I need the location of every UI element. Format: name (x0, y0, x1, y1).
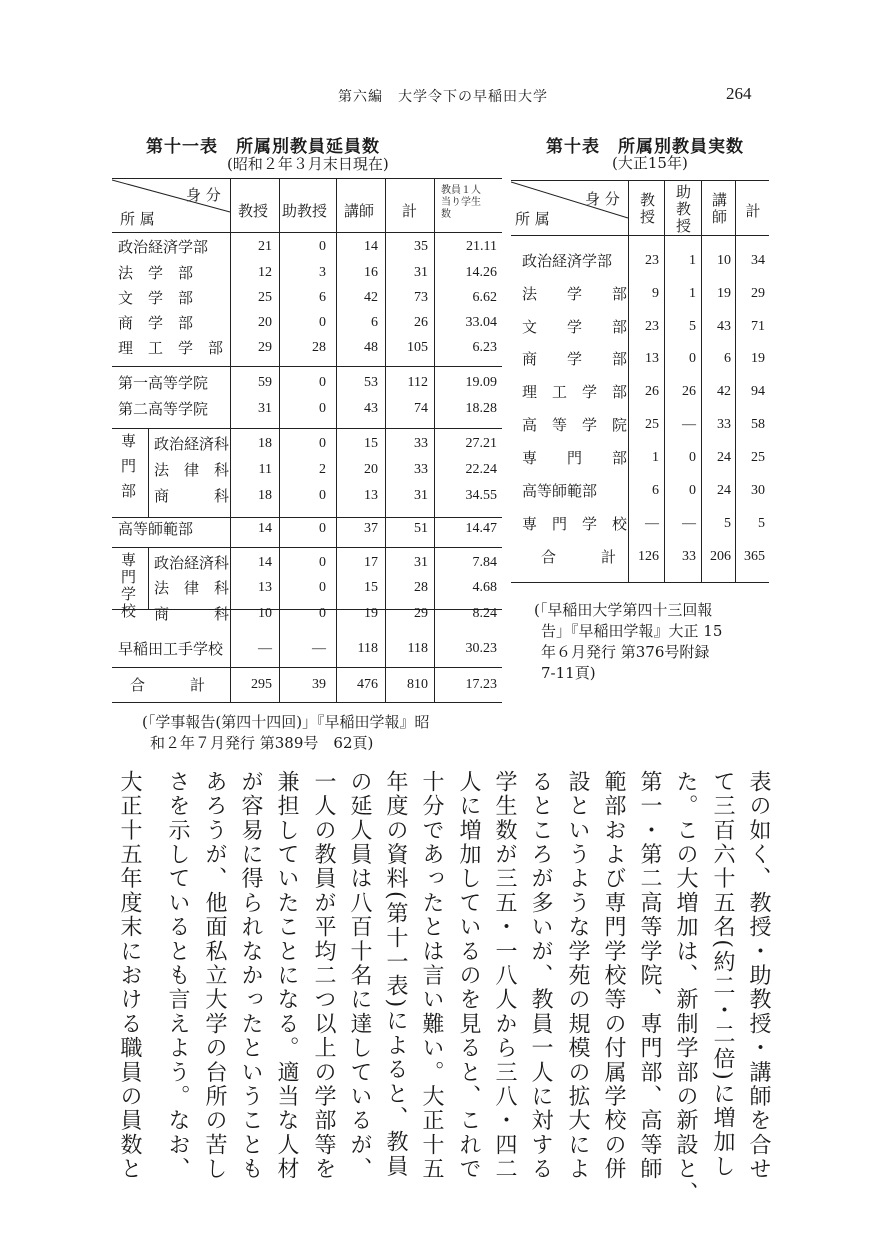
cell-value: 118 (407, 641, 428, 656)
table11 (112, 178, 502, 703)
cell-value: 6 (319, 290, 326, 305)
col-header: 講師 (710, 192, 728, 226)
cell-value: 34 (751, 253, 765, 268)
cell-value: 295 (251, 677, 272, 692)
table10-subtitle: (大正15年) (612, 154, 688, 172)
cell-value: 31 (258, 401, 272, 416)
row-label: 政治経済科 (154, 554, 230, 572)
page-number: 264 (726, 84, 752, 103)
cell-value: 23 (645, 319, 659, 334)
body-text-column: 表の如く、教授・助教授・講師を合せ (746, 770, 771, 1182)
cell-value: 25 (645, 417, 659, 432)
cell-value: 94 (751, 384, 765, 399)
corner-bottom-label: 所 属 (120, 210, 155, 228)
cell-value: 6 (652, 483, 659, 498)
col-header: 助教授 (674, 184, 692, 235)
table10-source-line: 7-11頁) (541, 664, 596, 682)
body-text-column: 範部および専門学校等の付属学校の併 (601, 770, 626, 1182)
cell-value: 118 (357, 641, 378, 656)
cell-value: — (682, 417, 696, 432)
cell-value: 33.04 (465, 315, 497, 330)
row-label: 法 学 部 (118, 264, 194, 282)
col-header: 助教授 (282, 202, 328, 220)
table10-source-line: (「早稲田大学第四十三回報 (534, 601, 713, 619)
cell-value: 25 (258, 290, 272, 305)
body-text-column: 学生数が三五・一八人から三八・四二 (492, 770, 517, 1182)
body-text-column: 一人の教員が平均二つ以上の学部等を (311, 770, 336, 1182)
cell-value: 18.28 (465, 401, 497, 416)
cell-value: 33 (717, 417, 731, 432)
cell-value: 365 (744, 549, 765, 564)
cell-value: 476 (357, 677, 378, 692)
cell-value: 15 (364, 436, 378, 451)
cell-value: 0 (319, 606, 326, 621)
table11-source-line: 和２年７月発行 第389号 62頁) (150, 734, 374, 752)
cell-value: 59 (258, 375, 272, 390)
body-text-column: 大正十五年度末における職員の員数と (117, 770, 142, 1182)
body-text-column: 設というような学苑の規模の拡大によ (565, 770, 590, 1182)
row-label: 第二高等学院 (118, 400, 209, 418)
row-label: 理 工 学 部 (118, 339, 224, 357)
cell-value: 26 (682, 384, 696, 399)
cell-value: 48 (364, 340, 378, 355)
cell-value: 11 (258, 462, 272, 477)
table10-title: 第十表 所属別教員実数 (546, 137, 744, 157)
cell-value: 5 (758, 516, 765, 531)
corner-top-label: 身 分 (585, 190, 620, 208)
cell-value: 26 (645, 384, 659, 399)
cell-value: 17 (364, 555, 378, 570)
row-label: 高等師範部 (522, 482, 598, 500)
cell-value: 0 (319, 315, 326, 330)
body-text-column: さを示しているとも言えよう。なお、 (165, 770, 190, 1182)
row-label: 合 計 (541, 548, 617, 566)
table10 (511, 180, 769, 583)
cell-value: 58 (751, 417, 765, 432)
cell-value: 7.84 (472, 555, 497, 570)
cell-value: 27.21 (465, 436, 497, 451)
cell-value: 23 (645, 253, 659, 268)
cell-value: 19 (751, 351, 765, 366)
cell-value: — (682, 516, 696, 531)
cell-value: 1 (689, 286, 696, 301)
body-text-column: て三百六十五名(約二・二倍)に増加し (710, 770, 735, 1179)
cell-value: — (312, 641, 326, 656)
col-header: 計 (402, 202, 418, 220)
cell-value: 6 (371, 315, 378, 330)
cell-value: 33 (414, 436, 428, 451)
cell-value: 3 (319, 265, 326, 280)
cell-value: 0 (319, 555, 326, 570)
cell-value: 33 (414, 462, 428, 477)
cell-value: 74 (414, 401, 428, 416)
row-label: 政治経済科 (154, 435, 230, 453)
cell-value: 4.68 (472, 580, 497, 595)
cell-value: 51 (414, 521, 428, 536)
cell-value: 17.23 (465, 677, 497, 692)
row-label: 文 学 部 (118, 289, 194, 307)
cell-value: 21 (258, 239, 272, 254)
row-label: 商 科 (154, 487, 230, 505)
cell-value: 0 (319, 401, 326, 416)
cell-value: 29 (258, 340, 272, 355)
cell-value: 6.23 (472, 340, 497, 355)
table11-source-line: (「学事報告(第四十四回)」『早稲田学報』昭 (142, 713, 430, 731)
cell-value: 6.62 (472, 290, 497, 305)
col-header-line: 当り学生 (441, 197, 481, 208)
cell-value: 34.55 (465, 488, 497, 503)
cell-value: 105 (407, 340, 428, 355)
table10-source-line: 告」『早稲田学報』大正 15 (541, 622, 723, 640)
body-text-column: 年度の資料(第十一表)によると、教員 (383, 770, 408, 1179)
row-label: 文 学 部 (522, 318, 628, 336)
cell-value: 19.09 (465, 375, 497, 390)
row-label: 理 工 学 部 (522, 383, 628, 401)
cell-value: 31 (414, 265, 428, 280)
col-header: 教授 (238, 202, 269, 220)
cell-value: 37 (364, 521, 378, 536)
cell-value: 0 (689, 351, 696, 366)
cell-value: 0 (319, 375, 326, 390)
row-label: 法 律 科 (154, 461, 230, 479)
body-text-column: 兼担していたことになる。適当な人材 (274, 770, 299, 1182)
cell-value: 12 (258, 265, 272, 280)
gakko-group-label: 専門学校 (119, 552, 137, 620)
cell-value: 0 (319, 488, 326, 503)
cell-value: 24 (717, 483, 731, 498)
cell-value: 0 (319, 239, 326, 254)
cell-value: 0 (319, 580, 326, 595)
row-label: 政治経済学部 (522, 252, 613, 270)
col-header: 講師 (344, 202, 375, 220)
cell-value: 1 (652, 450, 659, 465)
cell-value: 0 (689, 450, 696, 465)
running-title: 第六編 大学令下の早稲田大学 (338, 89, 548, 105)
cell-value: 33 (682, 549, 696, 564)
cell-value: 25 (751, 450, 765, 465)
cell-value: 14 (364, 239, 378, 254)
body-text-column: 人に増加しているのを見ると、これで (456, 770, 481, 1182)
cell-value: 71 (751, 319, 765, 334)
row-label: 法 律 科 (154, 579, 230, 597)
cell-value: 20 (258, 315, 272, 330)
body-text-column: あろうが、他面私立大学の台所の苦し (202, 770, 227, 1182)
cell-value: 22.24 (465, 462, 497, 477)
cell-value: 42 (717, 384, 731, 399)
cell-value: 810 (407, 677, 428, 692)
corner-bottom-label: 所 属 (515, 210, 550, 228)
cell-value: 14.26 (465, 265, 497, 280)
corner-top-label: 身 分 (186, 186, 221, 204)
row-label: 専 門 学 校 (522, 515, 628, 533)
senmon-group-label: 専門部 (119, 433, 137, 508)
row-label: 高等師範部 (118, 520, 194, 538)
cell-value: 0 (319, 521, 326, 536)
cell-value: 29 (414, 606, 428, 621)
body-text-column: るところが多いが、教員一人に対する (528, 770, 553, 1182)
cell-value: 0 (319, 436, 326, 451)
cell-value: 43 (717, 319, 731, 334)
row-label: 法 学 部 (522, 285, 628, 303)
cell-value: 14 (258, 521, 272, 536)
cell-value: 18 (258, 436, 272, 451)
body-text-column: 第一・第二高等学院、専門部、高等師 (637, 770, 662, 1182)
cell-value: 53 (364, 375, 378, 390)
cell-value: — (645, 516, 659, 531)
cell-value: 31 (414, 555, 428, 570)
cell-value: 73 (414, 290, 428, 305)
row-label: 商 学 部 (522, 350, 628, 368)
cell-value: 5 (724, 516, 731, 531)
cell-value: 28 (312, 340, 326, 355)
row-label: 第一高等学院 (118, 374, 209, 392)
row-label: 高 等 学 院 (522, 416, 628, 434)
cell-value: 28 (414, 580, 428, 595)
cell-value: 2 (319, 462, 326, 477)
cell-value: 20 (364, 462, 378, 477)
cell-value: 15 (364, 580, 378, 595)
cell-value: 13 (645, 351, 659, 366)
cell-value: 19 (717, 286, 731, 301)
cell-value: — (258, 641, 272, 656)
body-text-column: が容易に得られなかったということも (238, 770, 263, 1182)
cell-value: 30.23 (465, 641, 497, 656)
cell-value: 112 (407, 375, 428, 390)
table11-subtitle: (昭和２年３月末日現在) (227, 155, 389, 173)
cell-value: 6 (724, 351, 731, 366)
cell-value: 14 (258, 555, 272, 570)
cell-value: 31 (414, 488, 428, 503)
table10-source-line: 年６月発行 第376号附録 (541, 643, 710, 661)
cell-value: 42 (364, 290, 378, 305)
body-text-column: 十分であったとは言い難い。大正十五 (419, 770, 444, 1182)
cell-value: 9 (652, 286, 659, 301)
row-label: 合 計 (130, 676, 206, 694)
cell-value: 14.47 (465, 521, 497, 536)
col-header-line: 数 (441, 209, 451, 220)
cell-value: 43 (364, 401, 378, 416)
row-label: 商 学 部 (118, 314, 194, 332)
col-header: 計 (745, 202, 761, 220)
row-label: 商 科 (154, 605, 230, 623)
cell-value: 30 (751, 483, 765, 498)
row-label: 専 門 部 (522, 449, 628, 467)
cell-value: 16 (364, 265, 378, 280)
cell-value: 21.11 (466, 239, 497, 254)
cell-value: 29 (751, 286, 765, 301)
row-label: 早稲田工手学校 (118, 640, 224, 658)
cell-value: 0 (689, 483, 696, 498)
cell-value: 35 (414, 239, 428, 254)
cell-value: 126 (638, 549, 659, 564)
cell-value: 8.24 (472, 606, 497, 621)
table11-title: 第十一表 所属別教員延員数 (146, 137, 380, 157)
cell-value: 26 (414, 315, 428, 330)
cell-value: 206 (710, 549, 731, 564)
body-text-column: の延人員は八百十名に達しているが、 (347, 770, 372, 1182)
cell-value: 13 (258, 580, 272, 595)
cell-value: 13 (364, 488, 378, 503)
col-header-line: 教員１人 (441, 185, 481, 196)
cell-value: 10 (717, 253, 731, 268)
cell-value: 24 (717, 450, 731, 465)
cell-value: 39 (312, 677, 326, 692)
cell-value: 19 (364, 606, 378, 621)
col-header: 教授 (638, 192, 656, 226)
cell-value: 1 (689, 253, 696, 268)
cell-value: 18 (258, 488, 272, 503)
body-text-column: た。この大増加は、新制学部の新設と、 (673, 770, 698, 1206)
cell-value: 5 (689, 319, 696, 334)
row-label: 政治経済学部 (118, 238, 209, 256)
cell-value: 10 (258, 606, 272, 621)
